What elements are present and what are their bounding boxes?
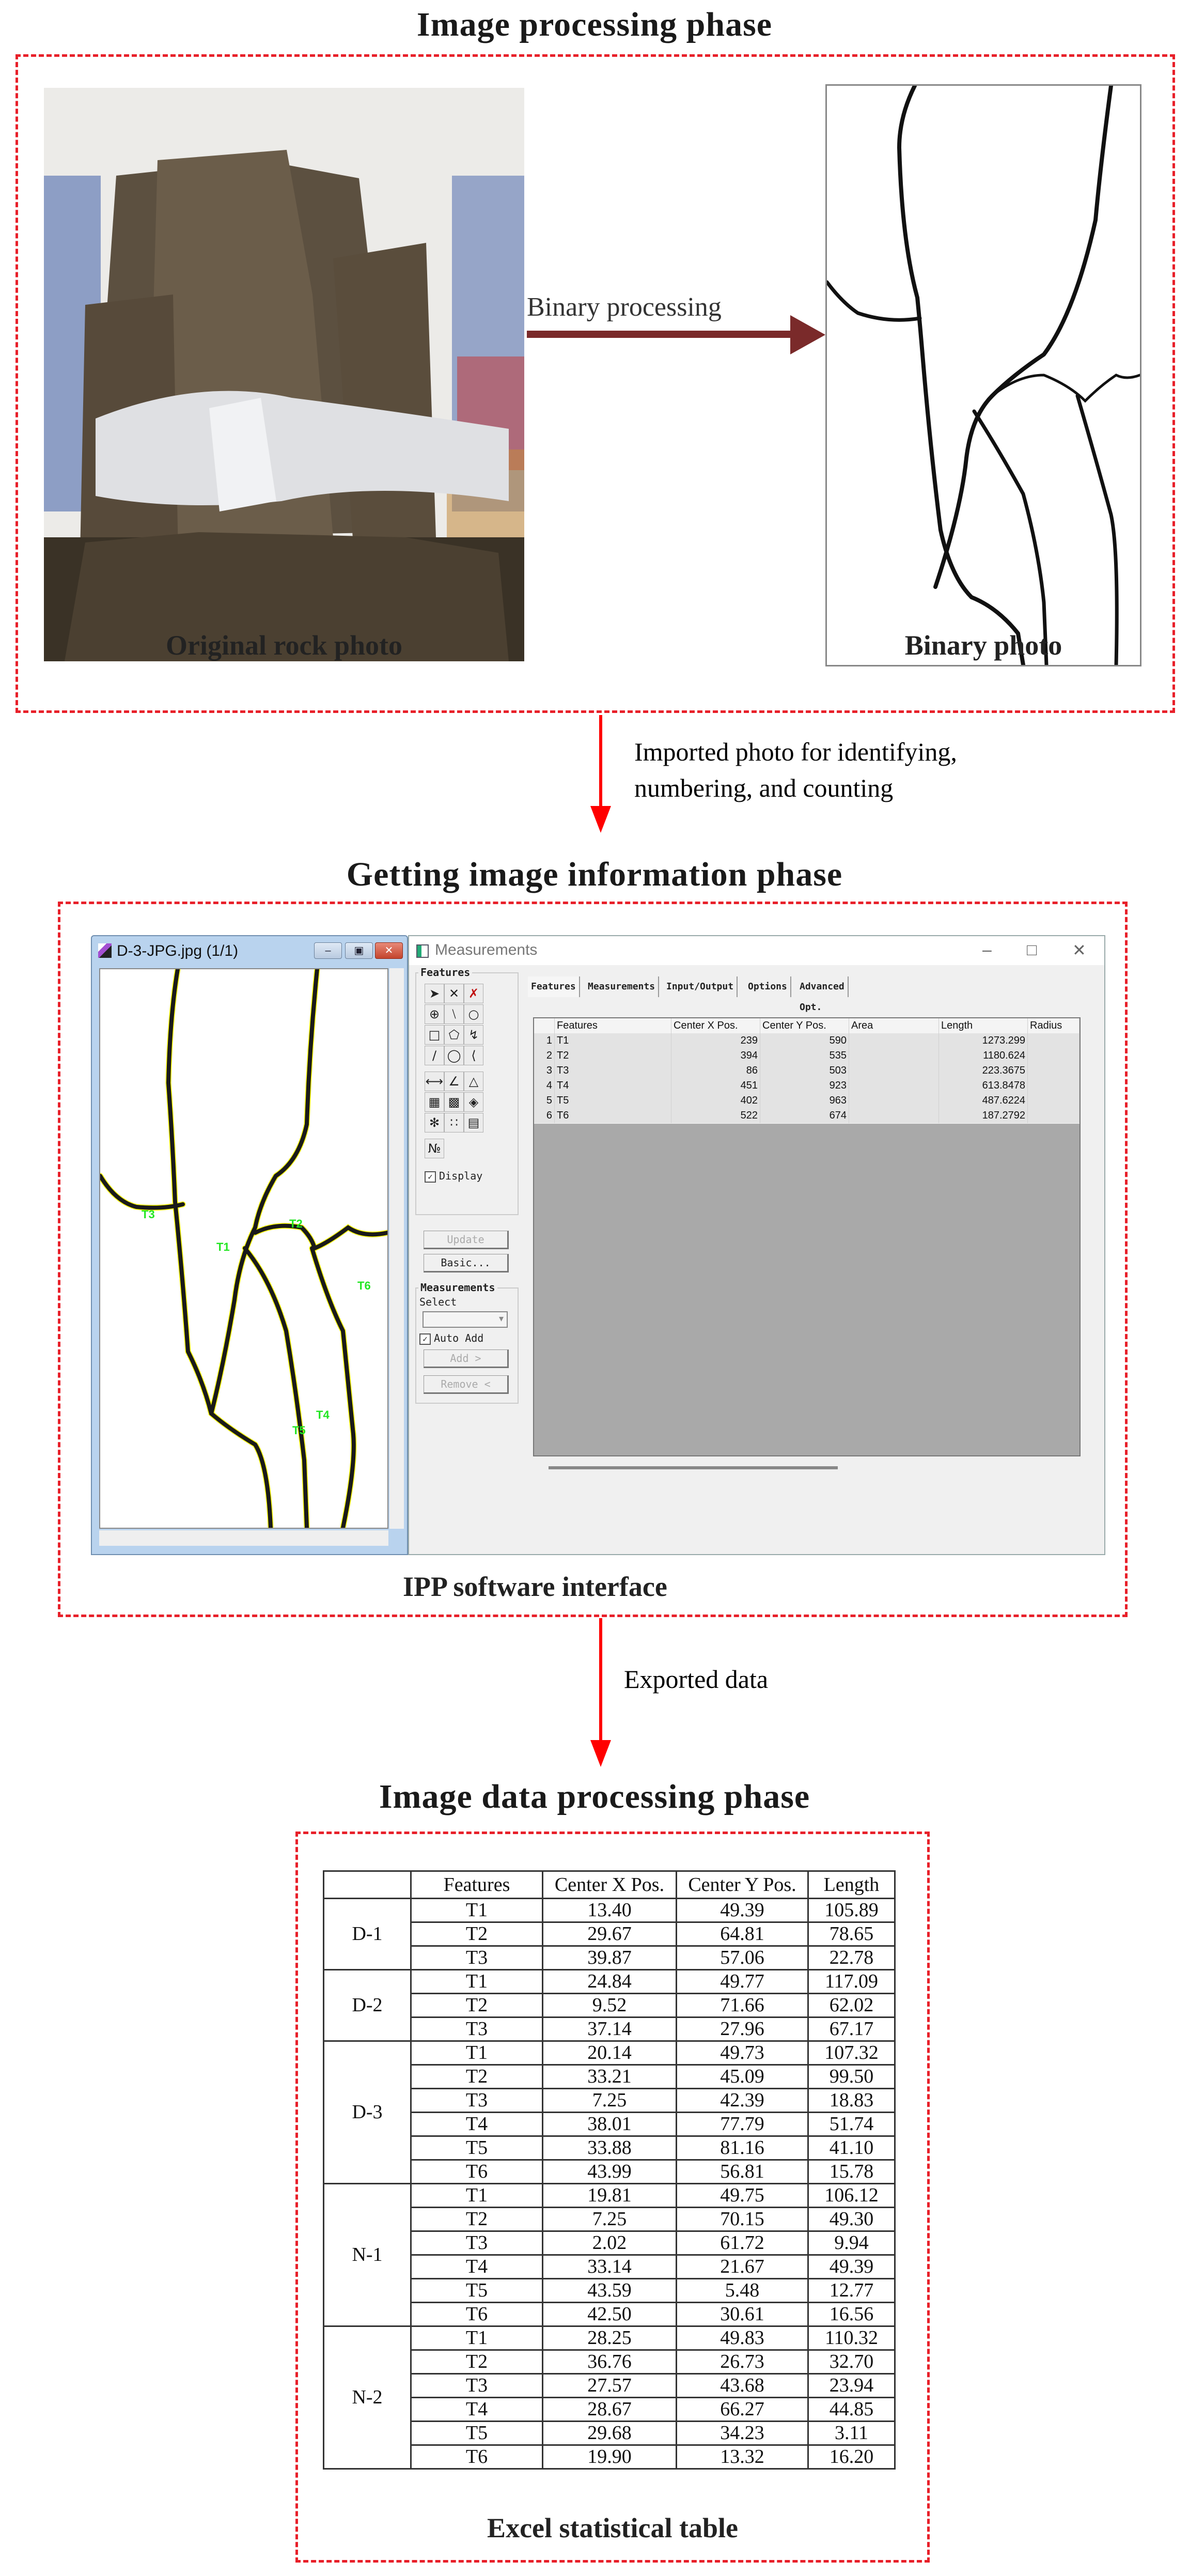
grid-cell-area: [849, 1093, 939, 1108]
excel-center-y-cell: 43.68: [677, 2374, 808, 2398]
excel-row: [324, 2326, 895, 2350]
excel-length-cell: 49.39: [808, 2255, 895, 2279]
excel-length-cell: 12.77: [808, 2279, 895, 2303]
excel-length-cell: 99.50: [808, 2065, 895, 2089]
grid-header-length[interactable]: Length: [939, 1018, 1028, 1033]
add-button[interactable]: Add >: [424, 1349, 509, 1368]
excel-sample-cell: D-3: [324, 2041, 411, 2184]
grid-cell-center-y: 503: [760, 1063, 849, 1078]
grid-cell-index: 1: [534, 1033, 555, 1048]
excel-feature-cell: T1: [411, 2184, 543, 2208]
features-group-label: Features: [418, 966, 472, 979]
excel-length-cell: 62.02: [808, 1994, 895, 2018]
excel-center-x-cell: 33.88: [543, 2136, 677, 2160]
crack-label-t1: T1: [216, 1240, 230, 1253]
excel-header-sample: [324, 1871, 411, 1899]
excel-feature-cell: T3: [411, 2018, 543, 2041]
rock-specimen-illustration: [44, 88, 524, 661]
grid-cell-center-y: 674: [760, 1108, 849, 1123]
delete-feature-icon[interactable]: ✕: [444, 984, 464, 1003]
branch-tool-icon[interactable]: ✻: [425, 1113, 444, 1132]
grid-cell-radius: [1028, 1093, 1080, 1108]
excel-feature-cell: T4: [411, 2398, 543, 2422]
excel-feature-cell: T2: [411, 2065, 543, 2089]
excel-length-cell: 23.94: [808, 2374, 895, 2398]
features-grid[interactable]: [533, 1017, 1081, 1456]
excel-length-cell: 44.85: [808, 2398, 895, 2422]
freehand-tool-icon[interactable]: ⟨: [464, 1046, 483, 1065]
excel-row: [324, 1899, 895, 1922]
grid-row[interactable]: [534, 1078, 1080, 1094]
grid-cell-center-x: 239: [671, 1033, 760, 1048]
excel-center-x-cell: 36.76: [543, 2350, 677, 2374]
count-tool-icon[interactable]: ∷: [444, 1113, 464, 1132]
excel-length-cell: 67.17: [808, 2018, 895, 2041]
excel-length-cell: 49.30: [808, 2208, 895, 2231]
ipp-horizontal-scrollbar[interactable]: [99, 1530, 388, 1546]
polyline-tool-icon[interactable]: ↯: [464, 1025, 483, 1045]
grid-header-center-y[interactable]: Center Y Pos.: [760, 1018, 849, 1033]
excel-length-cell: 105.89: [808, 1899, 895, 1922]
measurement-select-dropdown[interactable]: [423, 1311, 508, 1328]
excel-center-x-cell: 33.14: [543, 2255, 677, 2279]
excel-center-x-cell: 24.84: [543, 1970, 677, 1994]
excel-center-x-cell: 43.59: [543, 2279, 677, 2303]
import-label-line-1: Imported photo for identifying,: [634, 737, 957, 766]
excel-feature-cell: T4: [411, 2255, 543, 2279]
excel-sample-cell: D-2: [324, 1970, 411, 2041]
excel-center-y-cell: 49.39: [677, 1899, 808, 1922]
grid-header-features[interactable]: Features: [555, 1018, 671, 1033]
excel-feature-cell: T3: [411, 1946, 543, 1970]
distance-tool-icon[interactable]: ⟷: [425, 1072, 444, 1091]
maximize-button[interactable]: □: [1027, 940, 1037, 959]
excel-center-y-cell: 27.96: [677, 2018, 808, 2041]
measurements-app-icon: [416, 944, 429, 958]
excel-row: [324, 1970, 895, 1994]
excel-center-y-cell: 49.75: [677, 2184, 808, 2208]
measurements-group-label: Measurements: [418, 1281, 497, 1294]
angle-tool-icon[interactable]: ∠: [444, 1072, 464, 1091]
import-connector-arrow-icon: [590, 806, 611, 833]
grid-cell-center-y: 535: [760, 1048, 849, 1063]
grid-cell-feature: T4: [555, 1078, 671, 1093]
grid-cell-area: [849, 1063, 939, 1078]
ipp-image-canvas[interactable]: [99, 968, 388, 1529]
auto-trace-line-icon[interactable]: ∕: [425, 1046, 444, 1065]
display-checkbox-label: Display: [439, 1170, 483, 1182]
ipp-image-window[interactable]: [91, 935, 408, 1555]
grid-cell-center-x: 402: [671, 1093, 760, 1108]
excel-center-y-cell: 57.06: [677, 1946, 808, 1970]
excel-feature-cell: T3: [411, 2231, 543, 2255]
select-label: Select: [419, 1296, 457, 1308]
grid-header-radius[interactable]: Radius: [1028, 1018, 1080, 1033]
grid-cell-center-x: 394: [671, 1048, 760, 1063]
excel-feature-cell: T1: [411, 1970, 543, 1994]
excel-table-body: [324, 1899, 895, 2469]
excel-length-cell: 16.56: [808, 2303, 895, 2326]
excel-feature-cell: T2: [411, 2350, 543, 2374]
table-tool-icon[interactable]: ▤: [464, 1113, 483, 1132]
grid-cell-feature: T6: [555, 1108, 671, 1123]
grid-row[interactable]: [534, 1093, 1080, 1109]
close-button[interactable]: ✕: [375, 942, 403, 959]
circle-tool-icon[interactable]: ○: [464, 1004, 483, 1024]
excel-center-x-cell: 7.25: [543, 2089, 677, 2113]
excel-center-x-cell: 37.14: [543, 2018, 677, 2041]
grid-cell-area: [849, 1033, 939, 1048]
excel-length-cell: 107.32: [808, 2041, 895, 2065]
select-pointer-icon[interactable]: ➤: [425, 984, 444, 1003]
grid-cell-length: 223.3675: [939, 1063, 1028, 1078]
polygon-tool-icon[interactable]: ⬠: [444, 1025, 464, 1045]
grid-cell-radius: [1028, 1033, 1080, 1048]
minimize-button[interactable]: –: [314, 942, 342, 959]
grid-cell-center-y: 963: [760, 1093, 849, 1108]
grid-cell-index: 2: [534, 1048, 555, 1063]
arc-tool-icon[interactable]: △: [464, 1072, 483, 1091]
binary-processing-arrow-icon: [790, 315, 825, 354]
grid-cell-length: 1180.624: [939, 1048, 1028, 1063]
remove-button[interactable]: Remove <: [424, 1375, 509, 1394]
grid-cell-index: 6: [534, 1108, 555, 1123]
grid-cell-radius: [1028, 1108, 1080, 1123]
excel-center-x-cell: 9.52: [543, 1994, 677, 2018]
excel-feature-cell: T2: [411, 1994, 543, 2018]
excel-length-cell: 15.78: [808, 2160, 895, 2184]
grid-cell-center-y: 923: [760, 1078, 849, 1093]
excel-sample-cell: N-2: [324, 2326, 411, 2469]
ipp-app-icon: [98, 943, 112, 958]
grid-cell-center-x: 451: [671, 1078, 760, 1093]
excel-center-x-cell: 38.01: [543, 2113, 677, 2136]
excel-feature-cell: T1: [411, 2041, 543, 2065]
excel-header-center-x: Center X Pos.: [543, 1871, 677, 1899]
tab-options[interactable]: Options: [745, 976, 791, 997]
excel-length-cell: 16.20: [808, 2445, 895, 2469]
restore-button[interactable]: ▣: [345, 942, 373, 959]
traced-crack-map: [100, 969, 387, 1528]
excel-length-cell: 51.74: [808, 2113, 895, 2136]
excel-length-cell: 32.70: [808, 2350, 895, 2374]
excel-table-caption: Excel statistical table: [487, 2512, 738, 2543]
excel-length-cell: 22.78: [808, 1946, 895, 1970]
excel-header-row: [324, 1871, 895, 1899]
excel-center-y-cell: 70.15: [677, 2208, 808, 2231]
grid-cell-index: 5: [534, 1093, 555, 1108]
grid-row[interactable]: [534, 1063, 1080, 1079]
original-rock-photo-caption: Original rock photo: [165, 630, 403, 661]
excel-center-x-cell: 13.40: [543, 1899, 677, 1922]
import-connector-label: [634, 734, 957, 806]
grid-cell-length: 187.2792: [939, 1108, 1028, 1123]
excel-header-center-y: Center Y Pos.: [677, 1871, 808, 1899]
excel-center-x-cell: 27.57: [543, 2374, 677, 2398]
tab-input-output[interactable]: Input/Output: [663, 976, 738, 997]
rectangle-tool-icon[interactable]: □: [425, 1025, 444, 1045]
excel-center-y-cell: 49.77: [677, 1970, 808, 1994]
excel-center-x-cell: 28.25: [543, 2326, 677, 2350]
multi-object-icon[interactable]: ▩: [444, 1092, 464, 1112]
excel-feature-cell: T5: [411, 2422, 543, 2445]
excel-feature-cell: T5: [411, 2279, 543, 2303]
excel-center-y-cell: 13.32: [677, 2445, 808, 2469]
grid-row[interactable]: [534, 1048, 1080, 1064]
grid-cell-radius: [1028, 1078, 1080, 1093]
excel-center-x-cell: 20.14: [543, 2041, 677, 2065]
excel-center-x-cell: 7.25: [543, 2208, 677, 2231]
basic-button[interactable]: Basic...: [424, 1254, 509, 1273]
excel-center-y-cell: 64.81: [677, 1922, 808, 1946]
features-tool-group: [415, 966, 519, 1215]
excel-feature-cell: T1: [411, 1899, 543, 1922]
excel-center-x-cell: 19.81: [543, 2184, 677, 2208]
import-label-line-2: numbering, and counting: [634, 773, 894, 802]
excel-center-y-cell: 77.79: [677, 2113, 808, 2136]
excel-center-y-cell: 61.72: [677, 2231, 808, 2255]
checkmark-icon: ✓: [419, 1333, 431, 1345]
grid-row[interactable]: [534, 1033, 1080, 1049]
measurements-titlebar[interactable]: [409, 936, 1104, 965]
close-button[interactable]: ✕: [1072, 941, 1086, 959]
measurements-window[interactable]: [408, 935, 1105, 1555]
excel-center-y-cell: 30.61: [677, 2303, 808, 2326]
tab-features[interactable]: Features: [528, 976, 580, 997]
crack-label-t2: T2: [289, 1217, 303, 1230]
excel-length-cell: 106.12: [808, 2184, 895, 2208]
excel-length-cell: 110.32: [808, 2326, 895, 2350]
excel-center-x-cell: 39.87: [543, 1946, 677, 1970]
grid-header-center-x[interactable]: Center X Pos.: [671, 1018, 760, 1033]
checkmark-icon: ✓: [425, 1171, 436, 1183]
excel-feature-cell: T6: [411, 2160, 543, 2184]
binary-photo-caption: Binary photo: [904, 630, 1062, 661]
display-checkbox[interactable]: [425, 1170, 482, 1183]
tab-advanced-options[interactable]: Advanced Opt.: [796, 976, 849, 997]
crack-label-t6: T6: [357, 1279, 371, 1292]
grid-cell-center-x: 522: [671, 1108, 760, 1123]
excel-center-x-cell: 2.02: [543, 2231, 677, 2255]
excel-feature-cell: T5: [411, 2136, 543, 2160]
excel-length-cell: 78.65: [808, 1922, 895, 1946]
pattern-tool-icon[interactable]: ◈: [464, 1092, 483, 1112]
auto-trace-circle-icon[interactable]: ◯: [444, 1046, 464, 1065]
grid-cell-radius: [1028, 1063, 1080, 1078]
ipp-interface-caption: IPP software interface: [403, 1571, 667, 1602]
line-tool-icon[interactable]: ⧵: [444, 1004, 464, 1024]
grid-cell-feature: T3: [555, 1063, 671, 1078]
original-rock-photo: [44, 88, 524, 661]
excel-statistical-table: [323, 1870, 896, 2470]
excel-feature-cell: T4: [411, 2113, 543, 2136]
export-connector-arrow-icon: [590, 1740, 611, 1767]
excel-center-x-cell: 28.67: [543, 2398, 677, 2422]
excel-center-x-cell: 29.67: [543, 1922, 677, 1946]
phase-1-title: Image processing phase: [416, 6, 773, 43]
crack-label-t4: T4: [316, 1408, 330, 1421]
excel-sample-cell: N-1: [324, 2184, 411, 2326]
grid-cell-radius: [1028, 1048, 1080, 1063]
excel-header-length: Length: [808, 1871, 895, 1899]
ipp-image-title: D-3-JPG.jpg (1/1): [117, 942, 239, 959]
grid-cell-length: 1273.299: [939, 1033, 1028, 1048]
numbering-tool-icon[interactable]: №: [425, 1139, 444, 1158]
multi-point-icon[interactable]: ▦: [425, 1092, 444, 1112]
excel-center-y-cell: 66.27: [677, 2398, 808, 2422]
binary-crack-map: [827, 86, 1140, 665]
excel-length-cell: 9.94: [808, 2231, 895, 2255]
auto-add-checkbox[interactable]: [419, 1332, 483, 1345]
excel-center-y-cell: 26.73: [677, 2350, 808, 2374]
grid-cell-area: [849, 1078, 939, 1093]
excel-feature-cell: T6: [411, 2445, 543, 2469]
crack-label-t5: T5: [292, 1424, 306, 1437]
excel-center-y-cell: 21.67: [677, 2255, 808, 2279]
measurements-title: Measurements: [435, 941, 538, 958]
export-connector-label: Exported data: [624, 1665, 769, 1694]
excel-center-y-cell: 49.83: [677, 2326, 808, 2350]
crack-label-t3: T3: [142, 1208, 155, 1221]
grid-horizontal-scrollbar[interactable]: [533, 1458, 1081, 1479]
grid-header-area[interactable]: Area: [849, 1018, 939, 1033]
excel-center-y-cell: 81.16: [677, 2136, 808, 2160]
auto-add-checkbox-label: Auto Add: [434, 1332, 484, 1344]
grid-cell-area: [849, 1048, 939, 1063]
excel-feature-cell: T2: [411, 1922, 543, 1946]
import-connector-line: [599, 715, 602, 808]
excel-feature-cell: T3: [411, 2089, 543, 2113]
binary-processing-label: Binary processing: [527, 292, 722, 322]
excel-center-y-cell: 56.81: [677, 2160, 808, 2184]
excel-feature-cell: T1: [411, 2326, 543, 2350]
grid-cell-index: 3: [534, 1063, 555, 1078]
grid-cell-area: [849, 1108, 939, 1123]
grid-header-index: [534, 1018, 555, 1033]
excel-center-x-cell: 29.68: [543, 2422, 677, 2445]
excel-sample-cell: D-1: [324, 1899, 411, 1970]
grid-header-row: [534, 1018, 1080, 1033]
excel-feature-cell: T2: [411, 2208, 543, 2231]
excel-header-features: Features: [411, 1871, 543, 1899]
excel-length-cell: 3.11: [808, 2422, 895, 2445]
point-tool-icon[interactable]: ⊕: [425, 1004, 444, 1024]
excel-length-cell: 41.10: [808, 2136, 895, 2160]
update-button[interactable]: Update: [424, 1231, 509, 1249]
grid-cell-feature: T1: [555, 1033, 671, 1048]
excel-center-y-cell: 5.48: [677, 2279, 808, 2303]
excel-center-y-cell: 34.23: [677, 2422, 808, 2445]
ipp-vertical-scrollbar[interactable]: [389, 968, 404, 1529]
excel-length-cell: 18.83: [808, 2089, 895, 2113]
excel-center-y-cell: 45.09: [677, 2065, 808, 2089]
grid-cell-feature: T2: [555, 1048, 671, 1063]
binary-processing-arrow-shaft: [527, 331, 795, 338]
grid-cell-feature: T5: [555, 1093, 671, 1108]
excel-row: [324, 2041, 895, 2065]
grid-row[interactable]: [534, 1108, 1080, 1124]
excel-center-x-cell: 42.50: [543, 2303, 677, 2326]
excel-feature-cell: T3: [411, 2374, 543, 2398]
grid-cell-center-x: 86: [671, 1063, 760, 1078]
excel-center-y-cell: 42.39: [677, 2089, 808, 2113]
chevron-down-icon: ▾: [498, 1313, 504, 1324]
phase-3-title: Image data processing phase: [379, 1778, 810, 1815]
phase-2-title: Getting image information phase: [346, 856, 843, 893]
excel-center-x-cell: 43.99: [543, 2160, 677, 2184]
grid-cell-center-y: 590: [760, 1033, 849, 1048]
excel-length-cell: 117.09: [808, 1970, 895, 1994]
scrollbar-thumb[interactable]: [549, 1466, 838, 1469]
binary-photo: [825, 84, 1141, 666]
minimize-button[interactable]: –: [982, 940, 992, 959]
excel-center-y-cell: 71.66: [677, 1994, 808, 2018]
grid-cell-length: 613.8478: [939, 1078, 1028, 1093]
excel-center-x-cell: 33.21: [543, 2065, 677, 2089]
measurements-tool-group: [415, 1281, 519, 1404]
excel-center-x-cell: 19.90: [543, 2445, 677, 2469]
tab-measurements[interactable]: Measurements: [585, 976, 659, 997]
ipp-image-titlebar[interactable]: [92, 936, 407, 967]
grid-cell-length: 487.6224: [939, 1093, 1028, 1108]
excel-center-y-cell: 49.73: [677, 2041, 808, 2065]
delete-all-icon[interactable]: ✗: [464, 984, 483, 1003]
excel-feature-cell: T6: [411, 2303, 543, 2326]
grid-cell-index: 4: [534, 1078, 555, 1093]
export-connector-line: [599, 1618, 602, 1742]
excel-row: [324, 2184, 895, 2208]
